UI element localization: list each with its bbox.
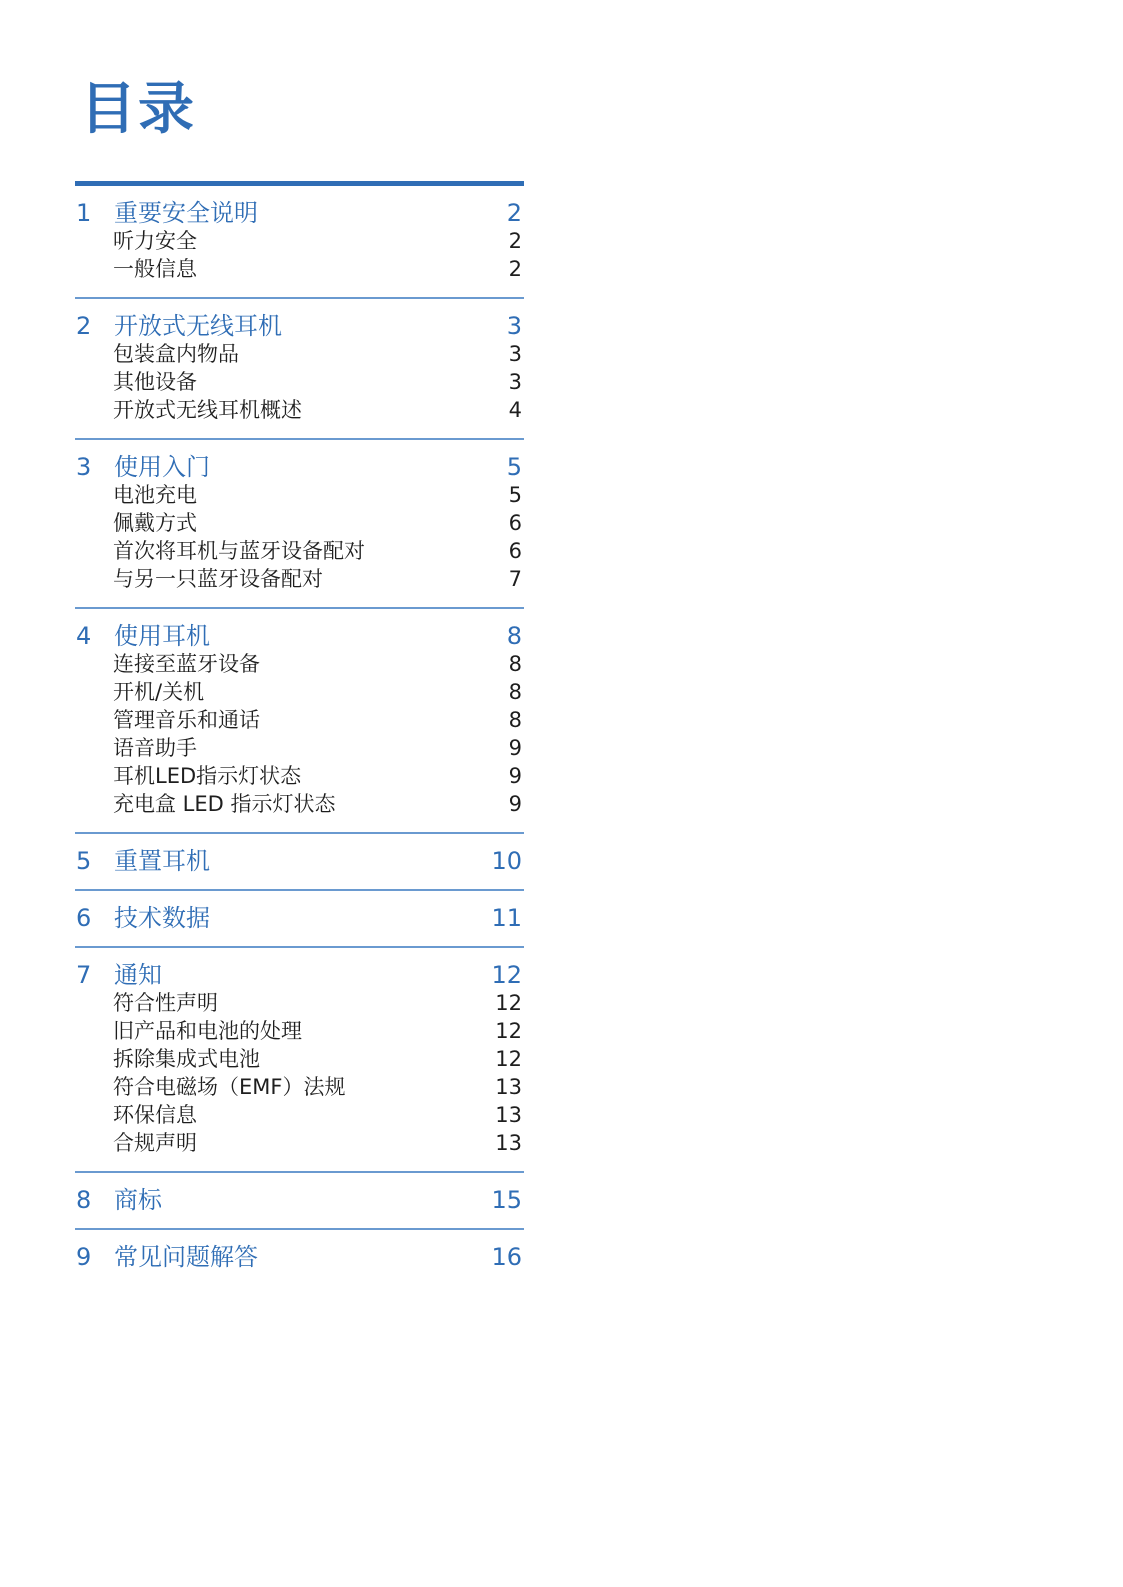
page-title: 目录: [80, 77, 196, 142]
subsection-title: 管理音乐和通话: [113, 708, 260, 732]
subsection-page-number: 8: [508, 708, 522, 732]
toc-chapter-entry[interactable]: [75, 199, 524, 227]
chapter-title: 商标: [114, 1186, 162, 1214]
toc-section-7: [75, 948, 524, 1173]
subsection-page-number: 12: [495, 1019, 522, 1043]
chapter-number: 1: [76, 199, 92, 227]
chapter-number: 4: [76, 622, 92, 650]
toc-subsection-entry[interactable]: [75, 481, 524, 509]
subsection-page-number: 12: [495, 1047, 522, 1071]
toc-chapter-entry[interactable]: [75, 1243, 524, 1271]
toc-section-5: [75, 834, 524, 891]
subsection-title: 听力安全: [113, 229, 197, 253]
subsection-title: 合规声明: [113, 1131, 197, 1155]
toc-subsection-entry[interactable]: [75, 509, 524, 537]
toc-chapter-entry[interactable]: [75, 622, 524, 650]
subsection-title: 耳机LED指示灯状态: [113, 764, 302, 788]
chapter-title: 开放式无线耳机: [114, 312, 282, 340]
toc-subsection-entry[interactable]: [75, 537, 524, 565]
toc-section-1: [75, 186, 524, 299]
chapter-title: 使用耳机: [114, 622, 210, 650]
toc-subsection-entry[interactable]: [75, 1101, 524, 1129]
toc-subsection-entry[interactable]: [75, 989, 524, 1017]
subsection-title: 电池充电: [113, 483, 197, 507]
chapter-number: 7: [76, 961, 92, 989]
subsection-title: 一般信息: [113, 257, 197, 281]
toc-subsection-entry[interactable]: [75, 1073, 524, 1101]
toc-subsection-entry[interactable]: [75, 340, 524, 368]
chapter-number: 5: [76, 847, 92, 875]
toc-subsection-entry[interactable]: [75, 734, 524, 762]
chapter-number: 8: [76, 1186, 92, 1214]
subsection-page-number: 6: [508, 539, 522, 563]
toc-chapter-entry[interactable]: [75, 904, 524, 932]
chapter-title: 通知: [114, 961, 162, 989]
chapter-title: 重要安全说明: [114, 199, 258, 227]
toc-subsection-entry[interactable]: [75, 650, 524, 678]
subsection-page-number: 9: [508, 736, 522, 760]
chapter-page-number: 3: [506, 312, 522, 340]
toc-subsection-entry[interactable]: [75, 1045, 524, 1073]
subsection-page-number: 8: [508, 652, 522, 676]
subsection-title: 环保信息: [113, 1103, 197, 1127]
chapter-page-number: 15: [491, 1186, 522, 1214]
toc-subsection-entry[interactable]: [75, 790, 524, 818]
subsection-title: 包装盒内物品: [113, 342, 239, 366]
toc-chapter-entry[interactable]: [75, 453, 524, 481]
chapter-number: 2: [76, 312, 92, 340]
subsection-title: 拆除集成式电池: [113, 1047, 260, 1071]
subsection-page-number: 9: [508, 764, 522, 788]
chapter-title: 使用入门: [114, 453, 210, 481]
toc-subsection-entry[interactable]: [75, 762, 524, 790]
subsection-title: 开机/关机: [113, 680, 205, 704]
subsection-page-number: 13: [495, 1075, 522, 1099]
toc-subsection-entry[interactable]: [75, 1129, 524, 1157]
subsection-page-number: 2: [508, 229, 522, 253]
toc-section-6: [75, 891, 524, 948]
toc-section-4: [75, 609, 524, 834]
chapter-page-number: 2: [506, 199, 522, 227]
subsection-title: 佩戴方式: [113, 511, 197, 535]
subsection-page-number: 5: [508, 483, 522, 507]
subsection-title: 开放式无线耳机概述: [113, 398, 302, 422]
subsection-page-number: 6: [508, 511, 522, 535]
toc-subsection-entry[interactable]: [75, 565, 524, 593]
chapter-page-number: 8: [506, 622, 522, 650]
subsection-page-number: 3: [508, 370, 522, 394]
subsection-page-number: 3: [508, 342, 522, 366]
toc-section-3: [75, 440, 524, 609]
subsection-title: 首次将耳机与蓝牙设备配对: [113, 539, 365, 563]
toc-subsection-entry[interactable]: [75, 678, 524, 706]
chapter-number: 9: [76, 1243, 92, 1271]
chapter-page-number: 11: [491, 904, 522, 932]
subsection-page-number: 4: [508, 398, 522, 422]
subsection-title: 语音助手: [113, 736, 197, 760]
chapter-title: 常见问题解答: [114, 1243, 258, 1271]
subsection-title: 旧产品和电池的处理: [113, 1019, 302, 1043]
subsection-title: 符合性声明: [113, 991, 218, 1015]
toc-chapter-entry[interactable]: [75, 961, 524, 989]
chapter-title: 技术数据: [114, 904, 210, 932]
toc-section-9: [75, 1230, 524, 1285]
subsection-title: 其他设备: [113, 370, 197, 394]
toc-section-2: [75, 299, 524, 440]
subsection-page-number: 12: [495, 991, 522, 1015]
toc-subsection-entry[interactable]: [75, 1017, 524, 1045]
toc-subsection-entry[interactable]: [75, 396, 524, 424]
toc-section-8: [75, 1173, 524, 1230]
subsection-title: 连接至蓝牙设备: [113, 652, 260, 676]
subsection-page-number: 9: [508, 792, 522, 816]
chapter-page-number: 16: [491, 1243, 522, 1271]
subsection-title: 与另一只蓝牙设备配对: [113, 567, 323, 591]
subsection-title: 符合电磁场（EMF）法规: [113, 1075, 346, 1099]
chapter-number: 6: [76, 904, 92, 932]
subsection-page-number: 8: [508, 680, 522, 704]
chapter-page-number: 12: [491, 961, 522, 989]
toc-chapter-entry[interactable]: [75, 312, 524, 340]
toc-subsection-entry[interactable]: [75, 255, 524, 283]
chapter-title: 重置耳机: [114, 847, 210, 875]
subsection-title: 充电盒 LED 指示灯状态: [113, 792, 336, 816]
toc-subsection-entry[interactable]: [75, 368, 524, 396]
subsection-page-number: 13: [495, 1131, 522, 1155]
chapter-page-number: 5: [506, 453, 522, 481]
toc-subsection-entry[interactable]: [75, 706, 524, 734]
chapter-number: 3: [76, 453, 92, 481]
subsection-page-number: 13: [495, 1103, 522, 1127]
subsection-page-number: 2: [508, 257, 522, 281]
chapter-page-number: 10: [491, 847, 522, 875]
table-of-contents: [75, 181, 524, 1285]
subsection-page-number: 7: [508, 567, 522, 591]
toc-subsection-entry[interactable]: [75, 227, 524, 255]
toc-chapter-entry[interactable]: [75, 847, 524, 875]
toc-chapter-entry[interactable]: [75, 1186, 524, 1214]
